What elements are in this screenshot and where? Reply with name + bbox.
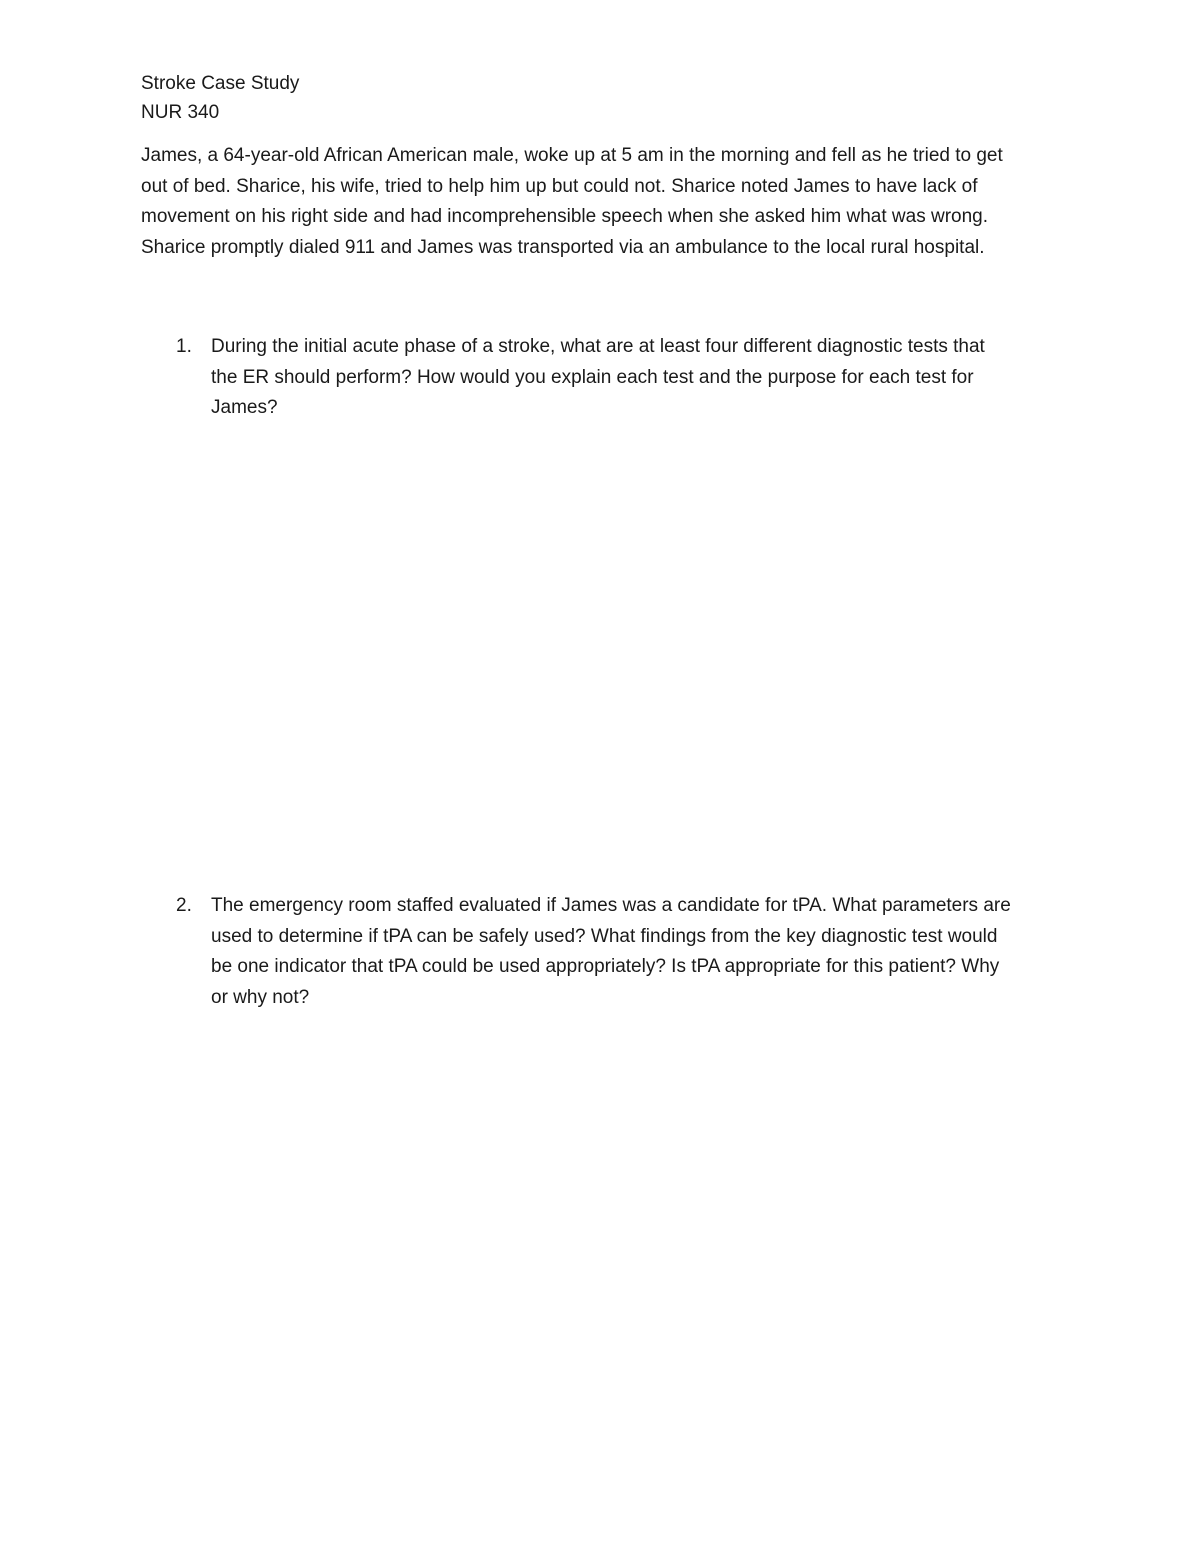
question-text bbox=[211, 332, 985, 424]
document-title: Stroke Case Study bbox=[141, 73, 300, 94]
paragraph-line: James, a 64-year-old African American male, woke up at 5 am in the morning and fell as he tried to get bbox=[141, 145, 1003, 166]
question-line: James? bbox=[211, 397, 278, 418]
question-line: be one indicator that tPA could be used appropriately? Is tPA appropriate for this patient? Why bbox=[211, 956, 1000, 977]
question-line: or why not? bbox=[211, 986, 310, 1008]
case-scenario-paragraph bbox=[141, 141, 1081, 263]
question-line: The emergency room staffed evaluated if James was a candidate for tPA. What parameters are bbox=[211, 895, 1011, 916]
question-text bbox=[211, 891, 1011, 1013]
paragraph-line: out of bed. Sharice, his wife, tried to help him up but could not. Sharice noted James to have lack of bbox=[141, 175, 978, 197]
question-line: used to determine if tPA can be safely used? What findings from the key diagnostic test would bbox=[211, 925, 998, 947]
document-header bbox=[141, 70, 299, 127]
question-line: the ER should perform? How would you explain each test and the purpose for each test for bbox=[211, 366, 974, 388]
question-number: 1. bbox=[176, 336, 192, 357]
course-code: NUR 340 bbox=[141, 101, 220, 123]
paragraph-line: Sharice promptly dialed 911 and James was transported via an ambulance to the local rural hospital. bbox=[141, 236, 985, 258]
question-number: 2. bbox=[176, 895, 192, 916]
paragraph-line: movement on his right side and had incomprehensible speech when she asked him what was wrong. bbox=[141, 206, 989, 227]
question-line: During the initial acute phase of a stroke, what are at least four different diagnostic tests that bbox=[211, 336, 985, 357]
